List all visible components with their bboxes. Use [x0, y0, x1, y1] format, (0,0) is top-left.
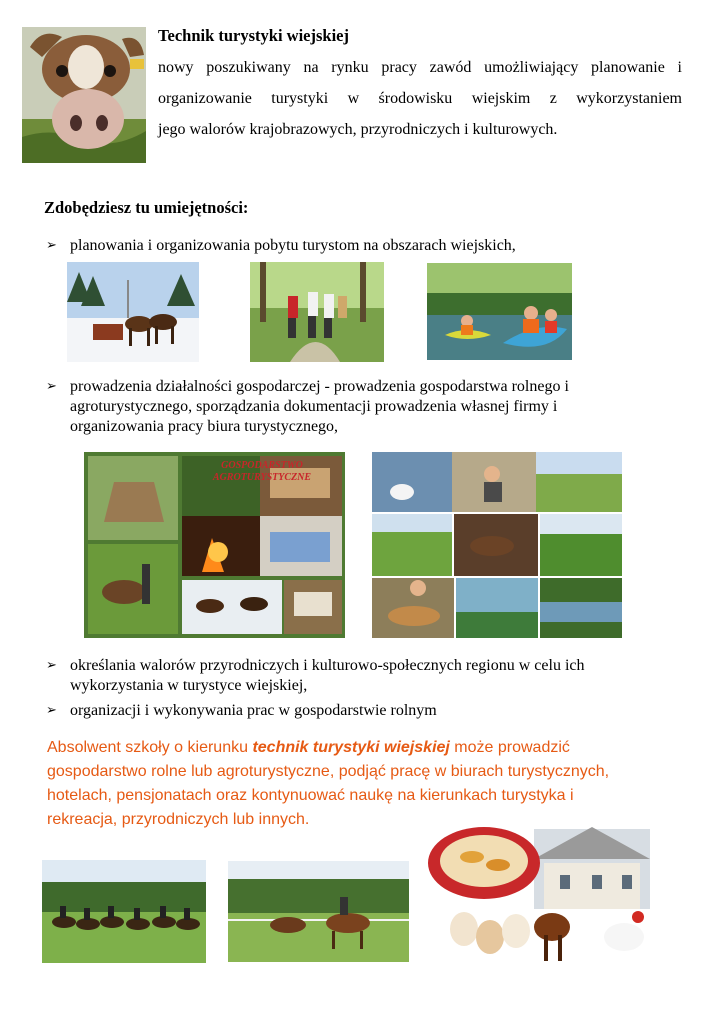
- skill-text: organizowania pracy biura turystycznego,: [70, 418, 339, 435]
- bullet-arrow-icon: ➢: [46, 658, 57, 673]
- profession-name: technik turystyki wiejskiej: [252, 739, 450, 756]
- horse-riding-photo: [228, 861, 409, 962]
- skill-item: [46, 701, 696, 723]
- conclusion-paragraph: [47, 736, 667, 832]
- skill-text: agroturystycznego, sporządzania dokumentacji prowadzenia własnej firmy i: [70, 398, 558, 415]
- conclusion-text: może prowadzić: [449, 739, 570, 756]
- collage-banner: AGROTURYSTYCZNE: [212, 472, 312, 483]
- nordic-walking-photo: [250, 262, 384, 362]
- horse-riding-group-photo: [42, 860, 206, 963]
- bullet-arrow-icon: ➢: [46, 238, 57, 253]
- farm-food-collage: [424, 819, 650, 966]
- skill-text: planowania i organizowania pobytu turystom na obszarach wiejskich,: [70, 237, 516, 254]
- bullet-arrow-icon: ➢: [46, 703, 57, 718]
- conclusion-line: hotelach, pensjonatach oraz kontynuować naukę na kierunkach turystyka i: [47, 787, 574, 804]
- intro-paragraph: [158, 52, 682, 145]
- skill-item: [46, 236, 686, 258]
- conclusion-text: Absolwent szkoły o kierunku: [47, 739, 253, 756]
- skill-text: określania walorów przyrodniczych i kulturowo-społecznych regionu w celu ich: [70, 657, 585, 674]
- agrotourism-collage: [84, 452, 345, 638]
- conclusion-line: [47, 736, 667, 760]
- skills-heading: Zdobędziesz tu umiejętności:: [44, 198, 249, 217]
- conclusion-line: rekreacja, przyrodniczych lub innych.: [47, 811, 310, 828]
- intro-line: nowy poszukiwany na rynku pracy zawód umożliwiający planowanie i: [158, 59, 682, 76]
- collage-banner: GOSPODARSTWO: [221, 460, 303, 471]
- page-title: Technik turystyki wiejskiej: [158, 26, 349, 45]
- farm-collage: [372, 452, 622, 638]
- skill-text: organizacji i wykonywania prac w gospodarstwie rolnym: [70, 702, 437, 719]
- skill-text: wykorzystania w turystyce wiejskiej,: [70, 677, 308, 694]
- bullet-arrow-icon: ➢: [46, 379, 57, 394]
- intro-line: jego walorów krajobrazowych, przyrodniczych i kulturowych.: [158, 121, 558, 138]
- sleigh-ride-photo: [67, 262, 199, 362]
- cow-photo: [22, 27, 146, 163]
- intro-line: organizowanie turystyki w środowisku wiejskim z wykorzystaniem: [158, 90, 682, 107]
- skill-item: [46, 377, 696, 441]
- skill-text: prowadzenia działalności gospodarczej - prowadzenia gospodarstwa rolnego i: [70, 378, 569, 395]
- skill-item: [46, 656, 696, 698]
- conclusion-line: gospodarstwo rolne lub agroturystyczne, podjąć pracę w biurach turystycznych,: [47, 763, 610, 780]
- kayaking-photo: [427, 263, 572, 360]
